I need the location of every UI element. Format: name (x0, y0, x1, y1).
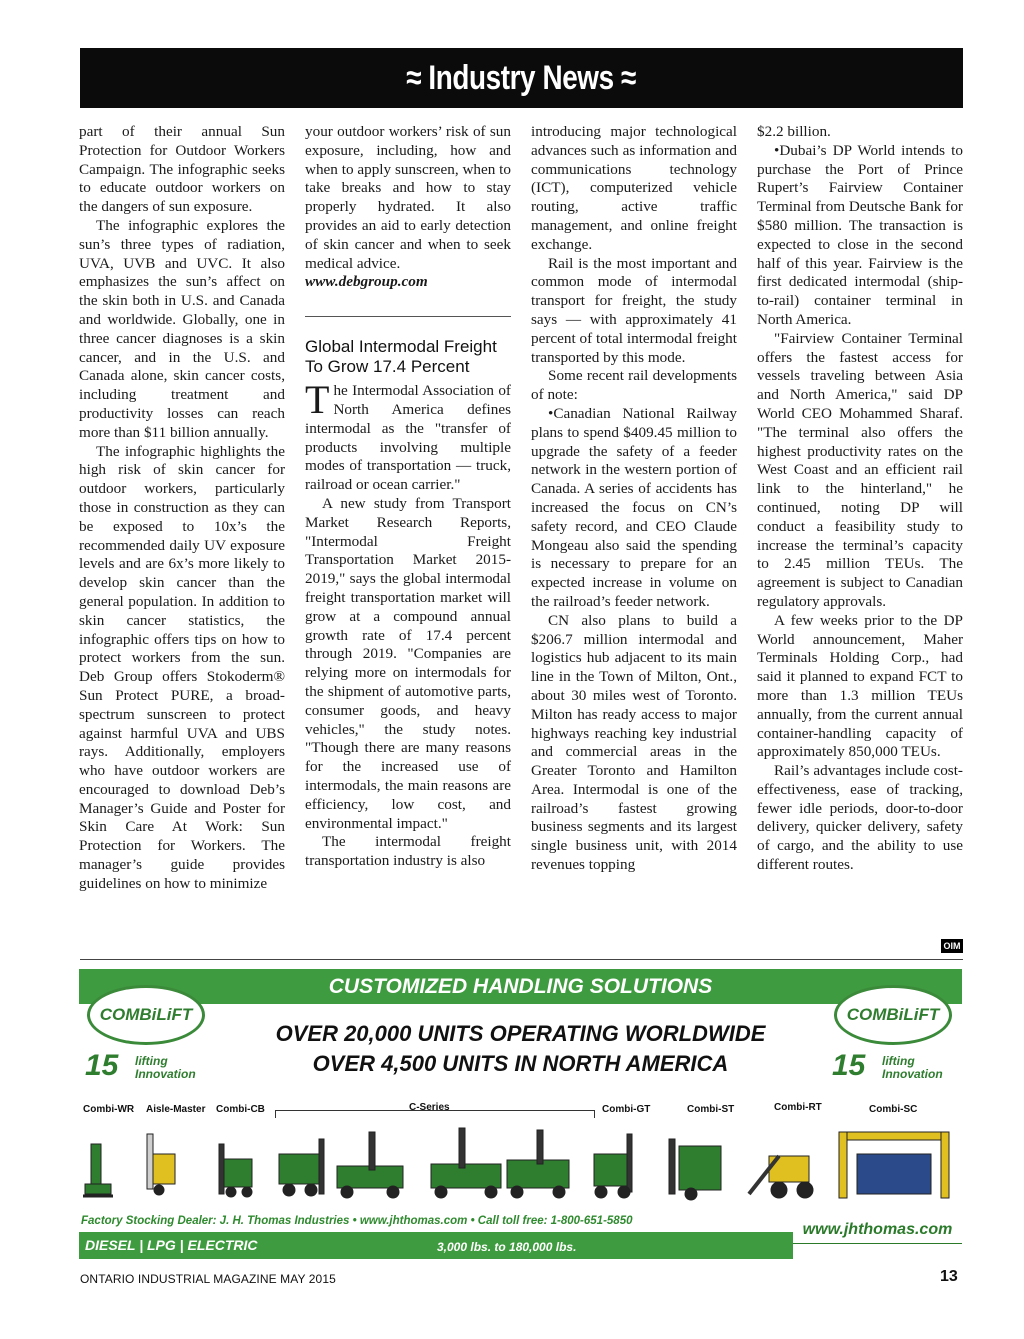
logo-oval: COMBiLiFT (834, 985, 952, 1045)
model-label: Combi-RT (774, 1102, 822, 1113)
forklift-icon (594, 1134, 632, 1198)
fuel-types: DIESEL | LPG | ELECTRIC (85, 1237, 258, 1253)
ad-line-north-america: OVER 4,500 UNITS IN NORTH AMERICA (312, 1051, 729, 1076)
forklift-icon (219, 1144, 252, 1197)
paragraph: he Intermodal Association of North America defines intermodal as the "transfer of products involving multiple modes of transportation — truck, railroad or ocean carrier." (305, 382, 511, 494)
ad-heading: CUSTOMIZED HANDLING SOLUTIONS (79, 969, 962, 1004)
model-label: Combi-SC (869, 1104, 918, 1115)
website-underline (793, 1243, 962, 1244)
forklift-icon (279, 1139, 324, 1196)
model-label: Combi-GT (602, 1104, 651, 1115)
paragraph: The intermodal freight transportation industry is also (305, 833, 511, 870)
paragraph: part of their annual Sun Protection for Outdoor Workers Campaign. The infographic seeks to educate outdoor workers on the dangers of sun exposure. (79, 123, 285, 216)
publication-footer: ONTARIO INDUSTRIAL MAGAZINE MAY 2015 (80, 1272, 336, 1286)
dealer-info: Factory Stocking Dealer: J. H. Thomas Industries • www.jhthomas.com • Call toll free: 1-800-651-5850 (81, 1215, 633, 1227)
paragraph: $2.2 billion. (757, 123, 831, 140)
combilift-logo-left: COMBiLiFT 15 lifting Innovation (81, 975, 213, 1095)
bullet-paragraph: •Canadian National Railway plans to spend $409.45 million to upgrade the safety of a feeder network in the western portion of Canada. A series of accidents has increased the focus on CN’s safety record, and CEO Claude Mongeau also said the spending is necessary to prepare for an expected increase in volume on the railroad’s feeder network. (531, 404, 737, 610)
model-label: Combi-WR (83, 1104, 135, 1115)
paragraph: Some recent rail developments of note: (531, 367, 737, 404)
page-number: 13 (940, 1268, 958, 1285)
paragraph: introducing major technological advances such as information and communications technology (ICT), computerized vehicle routing, active traffic management, and online freight exchange. (531, 123, 737, 253)
bullet-paragraph: •Dubai’s DP World intends to purchase the Port of Prince Rupert’s Fairview Container Terminal from Deutsche Bank for $580 million. The transaction is expected to close in the second half of this year. Fairview is the first dedicated intermodal (ship-to-rail) container terminal in North America. (757, 141, 963, 328)
ad-line-worldwide: OVER 20,000 UNITS OPERATING WORLDWIDE (275, 1021, 766, 1046)
article-headline: Global Intermodal Freight To Grow 17.4 Percent (305, 337, 497, 376)
forklift-icon (147, 1134, 175, 1195)
paragraph: Rail’s advantages include cost-effectiveness, ease of tracking, fewer idle periods, door-to-door delivery, quicker delivery, safety of cargo, and the ability to use different routes. (757, 762, 963, 874)
paragraph: The infographic explores the sun’s three types of radiation, UVA, UVB and UVC. It also emphasizes the sun’s affect on the skin both in U.S. and Canada and worldwide. Globally, one in three cancer diagnoses is a skin cancer, and in the U.S. and Canada alone, skin cancer costs, including treatment and productivity losses can reach more than $11 billion annually. (79, 216, 285, 441)
forklift-icon (749, 1156, 813, 1198)
advertisement[interactable] (79, 969, 962, 1259)
article-column-2 (305, 123, 511, 871)
model-label: Aisle-Master (146, 1104, 206, 1115)
article-column-3 (531, 123, 737, 875)
source-link[interactable]: www.debgroup.com (305, 273, 428, 291)
forklift-icon (83, 1144, 113, 1196)
forklift-icon (669, 1139, 721, 1200)
article-divider (305, 316, 511, 317)
model-label: C-Series (409, 1102, 450, 1113)
ad-separator (80, 959, 963, 960)
capacity-range: 3,000 lbs. to 180,000 lbs. (437, 1240, 577, 1254)
article-column-4 (757, 123, 963, 875)
forklift-icon (507, 1130, 569, 1198)
section-title: ≈ Industry News ≈ (406, 58, 637, 97)
paragraph: The infographic highlights the high risk of skin cancer for outdoor workers, particularly those in construction as they can be exposed to 10x’s the recommended daily UV exposure levels and are 6x’s more likely to develop skin cancer than the general population. In addition to skin cancer statistics, the infographic offers tips on how to protect workers from the sun. Deb Group offers Stokoderm® Sun Protect PURE, a broad-spectrum sunscreen to protect against harmful UVA and UBS rays. Additionally, employers who have outdoor workers are encouraged to download Deb’s Manager’s Guide and Poster for Skin Care At Work: Sun Protection for Workers. The manager’s guide provides guidelines on how to minimize (79, 442, 285, 892)
drop-cap: T (305, 377, 330, 423)
fuel-bar (79, 1232, 793, 1259)
forklift-icon (337, 1132, 403, 1198)
model-label: Combi-ST (687, 1104, 735, 1115)
model-label: Combi-CB (216, 1104, 265, 1115)
straddle-carrier-icon (839, 1132, 949, 1198)
forklift-icon (431, 1128, 501, 1198)
logo-oval: COMBiLiFT (87, 985, 205, 1045)
paragraph: CN also plans to build a $206.7 million intermodal and logistics hub adjacent to its main line in the Town of Milton, Ont., about 30 miles west of Toronto. Milton has ready access to major highways reaching key industrial and commercial areas in the Greater Toronto and Hamilton Area. Intermodal is one of the railroad’s fastest growing business segments and its largest single business unit, with 2014 revenues topping (531, 611, 737, 874)
combilift-logo-right: COMBiLiFT 15 lifting Innovation (828, 975, 960, 1095)
section-banner (80, 48, 963, 108)
c-series-bracket (275, 1110, 595, 1118)
paragraph: A new study from Transport Market Research Reports, "Intermodal Freight Transportation Market 2015-2019," says the global intermodal freight transportation market will grow at a compound annual growth rate of 17.4 percent through 2019. "Companies are relying more on intermodals for the shipment of automotive parts, consumer goods, and heavy vehicles," the study notes. "Though there are many reasons for the increased use of intermodals, the main reasons are efficiency, low cost, and environmental impact." (305, 494, 511, 832)
website-link[interactable]: www.jhthomas.com (802, 1221, 953, 1238)
paragraph: Rail is the most important and common mode of intermodal transport for freight, the study says — with approximately 41 percent of total intermodal freight transported by this mode. (531, 254, 737, 366)
paragraph: "Fairview Container Terminal offers the fastest access for vessels traveling between Asia and North America," said DP World CEO Mohammed Sharaf. "The terminal also offers the highest productivity rates on the West Coast and an efficient rail link to the hinterland," he continued, noting DP will conduct a feasibility study to increase the terminal’s capacity to 2.45 million TEUs. The agreement is subject to Canadian regulatory approvals. (757, 329, 963, 610)
end-mark-icon: OIM (941, 939, 963, 953)
paragraph: A few weeks prior to the DP World announcement, Maher Terminals Holding Corp., had said it planned to expand FCT to more than 1.3 million TEUs annually, from the current annual container-handling capacity of approximately 850,000 TEUs. (757, 611, 963, 761)
paragraph: your outdoor workers’ risk of sun exposure, including, how and when to apply sunscreen, when to take breaks and how to stay properly hydrated. It also provides an aid to early detection of skin cancer and when to seek medical advice. (305, 123, 511, 272)
forklift-lineup-image (79, 1124, 962, 1214)
article-column-1 (79, 123, 285, 894)
